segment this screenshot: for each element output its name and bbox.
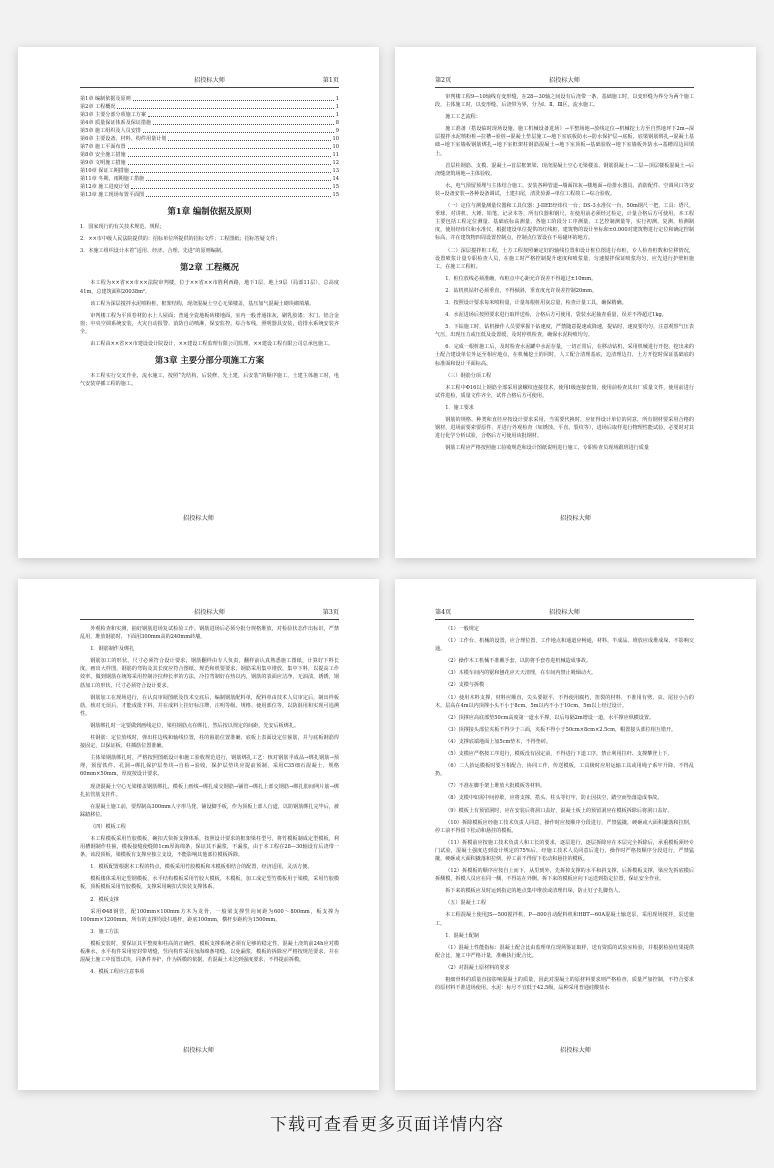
paragraph: （2）支模与拆模 xyxy=(445,682,485,689)
paragraph: 1．施工要求 xyxy=(445,404,474,411)
toc-leader-dots xyxy=(146,180,330,181)
paragraph: （一）定位与测量测量仪器和工具仪器：J-IIEE经纬仪一台；DS-3水准仪一台，50m钢尺一把，工具：塔尺、垂球、对讲机、大锤、铅笔、记录本等，所有仪器和钢尺，在使用前必须经过检定，计量合格后方可使用。本工程主要包括工程定位测量、基础底标高测量、各施工阶段分工序测量、工艺控制测量等，实行初测、复测、检测制度，使用经纬仪和水准仪，根据建设单位提供的红线桩、建筑物的设计坐标和±0.000对建筑物进行定位和确定控制标高，并在建筑物四周设置控制点，控制点位置设在不易碰坏的地方。 xyxy=(435,203,694,242)
toc-entry[interactable] xyxy=(80,127,339,135)
paragraph: 钢筋加工的形状、尺寸必须符合设计要求，钢筋翻样由专人负责，翻样前认真熟悉施工图纸，计算好下料长度，画出大样图，钢筋的弯钩及其长度应符合图纸、规范和机要要求，钢筋采用集中堆放，集中下料，以提高工作效率。做到钢筋在统筹采用控制冷拉伸长率的方法，冷拉弯制好在热以内，钢筋的表面应洁净，无油渍，锈锈，钢筋加工的形状、尺寸必须符合设计要求。 xyxy=(80,658,339,689)
page-body xyxy=(435,93,694,508)
paragraph: 该工程为深层搅拌水泥喷粉桩，框架结构，现浇混凝土空心无梁楼盖，基压加气混凝土砌块砌填墙。 xyxy=(90,300,315,307)
toc-leader-dots xyxy=(131,188,331,189)
header-page-number: 第2页 xyxy=(435,77,452,84)
paragraph: 钢筋工程应严格按照施工验收规范和设计图纸说明进行施工，专职检查员现场跟班进行质量 xyxy=(445,445,649,452)
paragraph: 2．钻机机钻杆必须垂直，不得倾斜，垂直度允许误差控制20mm。 xyxy=(445,287,598,294)
paragraph: （1）混凝土性能指标：混凝土配合比由监理单位现场鉴证取样，送有资质的试验室检验，并根据检验结果提供配合比，施工中严格计量，准确执行配合比。 xyxy=(435,944,694,959)
page-header xyxy=(435,75,694,88)
paragraph: 本工程模板采用竹胶模板，碗扣式快拆支撑体系，按照设计要求的框架梁柱型号，将竹模板制成定型模板，利用槽钢制作柱箍，模板接缝使缝隙1cm厚海绵条，保证其不漏浆，不漏浆，由于本工程在28—30轴设有后浇带一条，该段顶板，梁模板有支撑应独立支设，不能影响其他部位模板拆除。 xyxy=(80,835,339,859)
paragraph: （1）工作台、机械的设置，应合理位置，工作地点和通道应畅通，材料、半成品、堆放应成堆成垛，不影响交通。 xyxy=(435,638,694,653)
toc-entry-page: 8 xyxy=(335,119,339,126)
toc-entry-title: 第12章 施工进度计划 xyxy=(80,183,129,190)
toc-entry[interactable] xyxy=(80,183,339,191)
toc-leader-dots xyxy=(133,100,334,101)
paragraph: （10）拆除模板应经施工技术负责人同意，操作时应按顺序分段进行，严禁猛撬，硬砸或大面积撬落和拉倒，停工前不得留下松动和悬挂的模板。 xyxy=(435,819,694,834)
toc-entry[interactable] xyxy=(80,175,339,183)
paragraph: 由工程由××省××市建设设计院设计，××建设工程监理有限公司监理，××建设工程有限公司总承包施工。 xyxy=(90,341,334,348)
paragraph: 施工准备（搭设临时现场设施、施工机械设备进场）→平整场地→放线定位→机械挖土方至自然地坪下2m→深层搅拌水泥喷粉桩→拉槽→验桩→混凝土垫层施工→地下室底板防水→防水保护层→底板、底梁钢筋绑扎→混凝土基础→地下室墙板钢筋绑扎→地下室框架柱钢筋混凝土→地下室顶板→基础验收→地下室墙板外防水→基槽周边回填土。 xyxy=(435,126,694,157)
header-page-number: 第1页 xyxy=(322,77,339,84)
toc-entry-page: 1 xyxy=(335,103,339,110)
toc-entry-page: 1 xyxy=(335,111,339,118)
paragraph: 外观检查和实测，抽好钢筋进场复试检验工作。钢筋进场后必须分批分规格堆放，对检验状态作出标识，严禁乱用，堆放钢筋时，下面用300mm高的240mm砖墙。 xyxy=(80,626,339,641)
paragraph: （三）钢筋分项工程 xyxy=(445,372,492,379)
paragraph: （11）拆模前应按施工技术负责人和工长的要求，逐层进行，逐层拆除应在本层完全拆除后，承重模板须经专门试验，混凝土强度达到设计规定的75%后，经施工技术人员同意后进行，操作时严格按顺序分段进行，严禁猛撬，硬砸或大面积撬落和拉倒，停工前不得留下松动和悬挂的模板。 xyxy=(435,839,694,862)
header-page-number: 第3页 xyxy=(322,609,339,616)
paragraph: 柱钢筋：定位放线时，弹出柱边线和轴线位置，柱的箍筋位置准确，底板上表面设定位箍筋，并与底板钢筋焊接固定，以保证板、柱插筋位置准确。 xyxy=(80,735,339,750)
paragraph: 3．本施工组织设计本着“适用、经济、合理、先进”的原则编制。 xyxy=(80,248,226,255)
paragraph: 本工程中Φ16以上钢筋全部采用滚螺纹连接技术，使用Ⅰ级连接套筒，使用前检查其出厂质量文件，使用前进行试件进检，质量文件齐全，试件合格后方可使用。 xyxy=(435,384,694,399)
toc-entry-title: 第4章 质量保证体系及保证措施 xyxy=(80,119,152,126)
paragraph: 钢筋绑扎时一定要做到画线定位，梁柱钢筋点在绑扎，然后按以规定的间距，先安后板绑扎。 xyxy=(90,722,300,729)
chapter-title: 第2章 工程概况 xyxy=(180,262,239,273)
toc-leader-dots xyxy=(146,196,330,197)
table-of-contents xyxy=(80,95,339,199)
page-header xyxy=(80,607,339,620)
paragraph: 现浇混凝土空心无梁楼盖钢筋绑扎，模板上画线→绑扎成交钢筋→铺管→绑扎上部交钢筋→绑扎肋间网片筋→绑扎抗管筋支挂件。 xyxy=(80,783,339,798)
toc-leader-dots xyxy=(128,148,331,149)
toc-entry[interactable] xyxy=(80,111,339,119)
paragraph: 4．模板工程应注意事项 xyxy=(90,969,145,976)
paragraph: 采用Φ48钢管，配100mm×100mm方木为龙骨，一般梁支撑竖向间距为600～800mm，板支撑为100mm×1200mm，所有的支撑均设扫地杆，距底100mm，横杆步距约为1500mm。 xyxy=(80,908,339,923)
paragraph: （1）使用木料支撑，材料应顺直，尖头要锯平，不得使用腐朽，扭裂的材料，不准用有劈、虫、尾径小合的木，层高在4m以内顶撑小头不小于8cm，5m以内不小于10cm，5m以上经过设计。 xyxy=(435,694,694,709)
paragraph: （2）顶撑应高底部垫50cm高度第一道水平撑，以后每隔2m增设一道，水平撑应纵横设置。 xyxy=(445,714,655,721)
chapter-3-paragraphs xyxy=(80,372,339,388)
toc-leader-dots xyxy=(128,156,331,157)
header-page-number: 第4页 xyxy=(435,609,452,616)
document-page-4 xyxy=(395,579,756,1090)
paragraph: （8）支模中如需中间停歇，应将支撑、搭头、柱头等钉牢，防止因扶空，踏空而坠落造成事故。 xyxy=(445,795,663,802)
toc-entry-page: 9 xyxy=(335,127,339,134)
paragraph: 1．钢筋制作及绑扎 xyxy=(90,646,135,653)
toc-entry[interactable] xyxy=(80,143,339,151)
paragraph: 1．模板配置根据本工程的特点，模板采用竹胶模板和木模板相结合的配置，经济适用，灵活方便。 xyxy=(90,864,313,871)
paragraph: 5．下钻施工时，钻机操作人员要掌握下钻速度，严禁随意提速或降速，提钻时，速度要均匀，注意观察气压表气压，出现压力或压低及设置缓，及时停机检查，确保水泥粉喷均匀。 xyxy=(435,324,694,339)
toc-entry-page: 15 xyxy=(332,183,339,190)
paragraph: （7）不准在脚手架上堆放大批模板等材料。 xyxy=(445,783,546,790)
toc-leader-dots xyxy=(168,140,330,141)
toc-entry-title: 第7章 施工平面布置 xyxy=(80,143,126,150)
toc-entry-title: 第2章 工程概况 xyxy=(80,103,116,110)
paragraph: 3．按照设计要求每米喷粉量，计量每根桩用灰总量，检查计量工具，确保精确。 xyxy=(445,299,627,306)
paragraph: （12）拆模板的顺序应按自上而下，从里到外，先拆掉支撑的水平和斜支撑，后拆模板支撑，梁应先拆底模后拆侧模，拆模人员应在同一侧，不得站在外侧。拆下来的模板应向下运送到指定位置，保证安全作业。 xyxy=(435,868,694,883)
toc-leader-dots xyxy=(117,108,333,109)
paragraph: （2）对混凝土原材料的要求 xyxy=(445,964,510,971)
toc-entry[interactable] xyxy=(80,151,339,159)
toc-entry-page: 14 xyxy=(332,175,339,182)
paragraph: 钢筋加工在现场进行，在认真审阅图纸及技术交底后，编制钢筋配料单，配料单由技术人员审定后，制出样板筋，核对无误后，才能成批下料，并在成料上挂好标注牌，注明等级、规格、使用部位等，以防混用和实现可追溯性。 xyxy=(80,694,339,717)
paragraph: 1．混凝土配制 xyxy=(445,932,479,939)
toc-entry[interactable] xyxy=(80,159,339,167)
paragraph: 1．桩位放线必须准确，布桩点中心距允许误差不得超过±10mm。 xyxy=(445,275,597,282)
toc-entry[interactable] xyxy=(80,135,339,143)
chapter-title: 第1章 编制依据及原则 xyxy=(167,206,252,216)
paragraph: （五）混凝土工程 xyxy=(445,900,486,907)
toc-leader-dots xyxy=(143,132,334,133)
paragraph: （3）木模车间内的锯和刨花应天天清理，在车间内禁止吸烟动火。 xyxy=(445,670,597,677)
paragraph: （9）模板上有预留洞时，应在安装后将洞口盖好，混凝土板上的预留洞应在模板拆除后将洞口盖好。 xyxy=(445,807,673,814)
paragraph: 施工工艺流程： xyxy=(445,114,481,121)
paragraph: 在混凝土施工前，要焊制高300mm人字形马凳，铺设脚手板，作为顶板上部人行道，以防钢筋绑扎完毕后，被踩踏移位。 xyxy=(80,803,339,818)
paragraph: 粗细骨料的质量直接影响混凝土的质量，因此对混凝土的原材料要求则严格检查，质量严加控制，不符合要求的原材料不准进场使用。水泥：标号不宜低于42.5级，品种采用普通硅酸盐水 xyxy=(435,977,694,992)
toc-entry-page: 10 xyxy=(332,143,339,150)
paragraph: （6）二人抬运模板时要互相配合，协同工作，传送模板，工具极时应用运输工具或用绳子系牢升降，不得乱扔。 xyxy=(435,763,694,778)
paragraph: 首层柱钢筋、支模、混凝土→首层框架梁、现浇混凝土空心无梁楼盖，钢筋混凝土→二层—顶层楼板混凝土→后浇缝浇筑场地→主体验收。 xyxy=(435,162,694,177)
page-footer: 招投标大师 xyxy=(560,1047,591,1054)
chapter-2-paragraphs xyxy=(80,279,339,348)
toc-entry-page: 12 xyxy=(332,159,339,166)
toc-entry-title: 第6章 主要设备、材料、构件用量计划 xyxy=(80,135,167,142)
toc-entry[interactable] xyxy=(80,95,339,103)
paragraph: 4．水泥进场后按照要求进行取样送检，合格后方可使用，袋装水泥抽查重量，误差不得超过1kg。 xyxy=(445,312,667,319)
page-body xyxy=(80,625,339,1040)
toc-entry-title: 第5章 施工组织及人员安排 xyxy=(80,127,141,134)
toc-entry[interactable] xyxy=(80,119,339,127)
toc-entry-title: 第1章 编制依据及原则 xyxy=(80,95,131,102)
paragraph: 水、电气预留预埋与主体结合施工，安装各种管道→墙面抹灰→楼地面→给排水器具、消防配件、空调风口等安装→设备安装→各种设备调试，土建扫尾，清洗验源→单位工程竣工→综合验收。 xyxy=(435,182,694,197)
page-body xyxy=(80,93,339,508)
header-title: 招投标大师 xyxy=(194,609,225,616)
page-footer: 招投标大师 xyxy=(183,515,214,522)
toc-entry-page: 13 xyxy=(332,167,339,174)
toc-leader-dots xyxy=(153,124,334,125)
paragraph: （四）模板工程 xyxy=(90,823,126,830)
toc-entry-title: 第9章 文明施工措施 xyxy=(80,159,126,166)
toc-entry-title: 第13章 施工现场布置平面图 xyxy=(80,191,145,198)
page-footer: 招投标大师 xyxy=(183,1047,214,1054)
download-more-caption[interactable]: 下载可查看更多页面详情内容 xyxy=(270,1115,504,1135)
paragraph: 钢筋的规格、种类和直径应按设计要求采用，当需要代换时，应征得设计单位的同意，所有钢材要采用合格的钢材，进场前要索要原件，并进行外观检查（如锈蚀、平直、裂纹等），进场后取样进行物理性能试验，必要时对其进行化学分析试验，合格后方可使用该批钢材。 xyxy=(435,417,694,440)
toc-entry-title: 第10章 保证工期措施 xyxy=(80,167,129,174)
toc-entry-title: 第3章 主要分部分项施工方案 xyxy=(80,111,146,118)
toc-leader-dots xyxy=(131,172,331,173)
paragraph: （3）顶撑接头部位夹板不得少于三面，夹板不得小于50cm×8cm×2.5cm，帽置接头部位相互错开。 xyxy=(445,726,677,733)
toc-entry-title: 第11章 冬期、雨期施工措施 xyxy=(80,175,145,182)
paragraph: （4）支撑底端地面上加5cm垫木，不得垫砖。 xyxy=(445,738,552,745)
page-footer: 招投标大师 xyxy=(560,515,591,522)
toc-entry-page: 15 xyxy=(332,191,339,198)
paragraph: 本工程为××省××市××法院审判楼，位于××省××市胜利西路，地下1层，地上9层（局部11层），总高度41m，总建筑面积20038m²。 xyxy=(80,280,339,295)
paragraph: 1．国家现行的有关技术规范、规程； xyxy=(80,224,165,231)
document-page-1 xyxy=(18,47,379,558)
toc-entry-page: 11 xyxy=(332,151,339,158)
chapter-title: 第3章 主要分部分项施工方案 xyxy=(154,355,265,366)
header-title: 招投标大师 xyxy=(549,609,580,616)
toc-entry[interactable] xyxy=(80,103,339,111)
paragraph: 模板楼体采用定型钢模板，水平结构模板采用竹胶大模板，木模板，加工成定型竹模板用于梁模，采用竹胶模板，顶板模板采用竹胶模板，支撑采用碗扣式快装支撑体系。 xyxy=(80,876,339,891)
paragraph: （1）一般规定 xyxy=(445,626,479,632)
document-page-2 xyxy=(395,47,756,558)
page-body xyxy=(435,625,694,1040)
paragraph: （2）操作木工机械不准戴手套，以防将手套卷进机械造成事故。 xyxy=(445,658,592,665)
toc-entry-page: 1 xyxy=(335,95,339,102)
header-title: 招投标大师 xyxy=(194,77,225,84)
toc-entry-page: 10 xyxy=(332,135,339,142)
paragraph: 审判楼工程9—10轴线有变形缝，在28—30轴之间设有后浇带一条，基础施工时，以变形缝为界分为两个施工段，主体施工时，以变形缝、后浇带为界，分为Ⅰ、Ⅱ、Ⅲ区，流水施工。 xyxy=(435,94,694,109)
paragraph: 6．完成一根桩施工后，及时检查水泥罐中水泥存量，一切正常后，在移动钻机，采用机械进行开挖，挖出来的土配合建设单位外运至相应地点，在机械挖土的同时，人工配合清理基底，边清理边打，土方开挖时保证基础底的标准面和设计平面标高。 xyxy=(435,344,694,367)
toc-leader-dots xyxy=(128,164,331,165)
paragraph: 本工程实行交叉作业，流水施工，按照“先结构，后装修，先土建，后安装”的顺序施工，土建主体施工时，电气安装穿插工程的施工。 xyxy=(80,373,339,388)
toc-entry-title: 第8章 安全施工措施 xyxy=(80,151,126,158)
toc-entry[interactable] xyxy=(80,167,339,175)
header-title: 招投标大师 xyxy=(549,77,580,84)
document-page-3 xyxy=(18,579,379,1090)
paragraph: 本工程混凝土使用JS—500搅拌机，P—800自动配料机和HBT—60A混凝土输送泵，采用现场搅拌，泵送施工。 xyxy=(435,912,694,927)
paragraph: （二）深层搅拌桩工程，土方工程按照确定好的轴线位置和设计桩位图进行布桩，专人检查桩数和位移情况，设置喷浆计量专职检查人员，在施工时严格控制提升速度和喷浆量，匀速搅拌保证喷浆均匀，应先进行护壁桩施工，在施工工程桩。 xyxy=(435,247,694,270)
paragraph: （5）支模应严格按工序进行，模板没有固定前，不得进行下道工序，禁止利用拉杆、支撑攀登上下。 xyxy=(445,751,673,758)
paragraph: 主体梁钢筋绑扎时，严格按照图纸设计和施工验收规范进行，钢筋绑扎工艺：核对钢筋半成品→绑扎钢筋→预埋，预留铁件、孔洞→绑扎保护层垫块→自检→验收，保护层垫块应提前预制，采用C35细石混凝土，规格60mm×50mm，厚度按设计要求。 xyxy=(80,755,339,778)
paragraph: 审判楼工程为平顶卷材防水上人屋面；普通全瓷地板砖楼地面，室内一般普通抹灰，刷乳胶漆；木门、铝合金窗；中央空调系统安装，火灾自动报警、消防自动喷淋，保安监控，综合布线，照明器具安装，给排水系统安装齐全。 xyxy=(80,312,339,335)
paragraph: 模板安装时，要保证其平整度和柱高的正确性，模板支撑系统必须有足够的稳定性，混凝土浇筑前24h应对模板淋水，水平构件采用密封带堵缝，竖向构件采用加海绵条堵缝，以免漏浆，模板的拆除应严格按规范要求，并在混凝土施工中留置试块，同条件养护，作为拆模的依据，若混凝土未达到强度要求，不得提前拆模。 xyxy=(80,940,339,964)
chapter-1-items xyxy=(80,223,339,255)
toc-leader-dots xyxy=(148,116,334,117)
paragraph: 3．施工方法 xyxy=(90,928,119,935)
page-header xyxy=(80,75,339,88)
page-header xyxy=(435,607,694,620)
paragraph: 2．模板支撑 xyxy=(90,896,119,903)
paragraph: 2．××市中级人民法院提供的：招标单位所提供的招标文件；工程图纸；招标答疑文件； xyxy=(80,236,281,243)
toc-entry[interactable] xyxy=(80,191,339,199)
paragraph: 拆下来的模板应及时运到指定的地点集中堆放或清理归垛，防止钉子扎脚伤人。 xyxy=(445,888,624,895)
